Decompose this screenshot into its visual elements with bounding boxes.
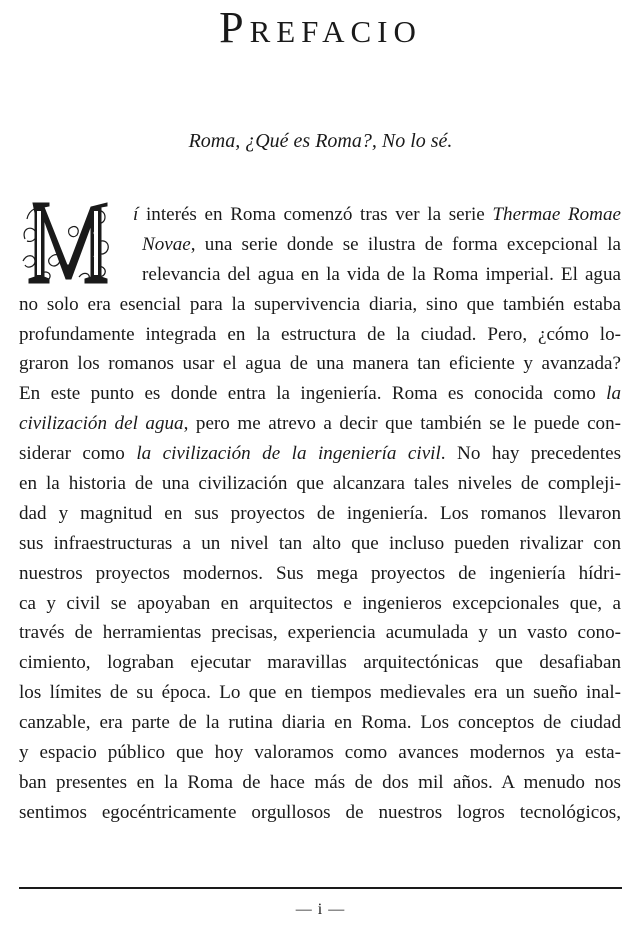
body-line-segment: profundamente integrada en la estructura de la ciudad. Pero, ¿cómo lo- (19, 323, 621, 345)
body-line (19, 200, 621, 230)
body-line-segment (133, 204, 492, 225)
body-line (19, 798, 621, 828)
body-line-segment: sus infraestructuras a un nivel tan alto que incluso pueden rivalizar con (19, 532, 621, 554)
body-line-segment: nuestros proyectos modernos. Sus mega proyectos de ingeniería hídri- (19, 562, 621, 584)
body-line-segment: la civilización de la ingeniería civil (136, 443, 441, 465)
body-line-segment: , pero me atrevo a decir que también se le puede con- (183, 413, 621, 435)
body-line-segment: siderar como (19, 443, 137, 465)
body-line (19, 648, 621, 678)
body-line-segment: canzable, era parte de la rutina diaria en Roma. Los conceptos de ciudad (19, 712, 621, 734)
body-line-segment: en la historia de una civilización que alcanzara tales niveles de compleji- (19, 473, 621, 495)
body-line (19, 290, 621, 320)
body-line-segment: los límites de su época. Lo que en tiempos medievales era un sueño inal- (19, 682, 621, 704)
body-line (19, 738, 621, 768)
body-line (19, 469, 621, 499)
body-line-segment: no solo era esencial para la supervivencia diaria, sino que también estaba (19, 293, 621, 315)
body-line (19, 409, 621, 439)
page-number: — i — (295, 901, 346, 918)
page-title: Prefacio (219, 3, 422, 52)
body-line (19, 260, 621, 290)
body-line (19, 678, 621, 708)
body-line (19, 618, 621, 648)
body-line-segment: ca y civil se apoyaban en arquitectos e ingenieros excepcionales que, a (19, 592, 621, 614)
body-line-segment: través de herramientas precisas, experiencia acumulada y un vasto cono- (19, 622, 621, 644)
epigraph: Roma, ¿Qué es Roma?, No lo sé. (188, 130, 453, 152)
body-line (19, 230, 621, 260)
body-line-segment: cimiento, lograban ejecutar maravillas arquitectónicas que desafiaban (19, 652, 621, 674)
body-line-segment: sentimos egocéntricamente orgullosos de nuestros logros tecnológicos, (19, 801, 621, 823)
body-line-segment: la (606, 383, 621, 405)
body-line-segment: Thermae Romae (492, 204, 621, 225)
body-line-segment: , una serie donde se ilustra de forma excepcional la (190, 233, 621, 255)
dropcap-continuation: í (133, 204, 139, 225)
body-line-segment: graron los romanos usar el agua de una manera tan eficiente y avanzada? (19, 353, 621, 375)
body-line-segment: . No hay precedentes (440, 443, 622, 465)
body-line-segment: relevancia del agua en la vida de la Roma imperial. El agua (142, 263, 621, 285)
body-line (19, 529, 621, 559)
body-line-segment: ban presentes en la Roma de hace más de dos mil años. A menudo nos (19, 771, 621, 793)
body-line-segment: interés en Roma comenzó tras ver la serie (138, 204, 493, 225)
body-line (19, 589, 621, 619)
body-line (19, 708, 621, 738)
footer-rule (19, 887, 622, 889)
body-line (19, 320, 621, 350)
body-line (19, 379, 621, 409)
body-line (19, 439, 621, 469)
body-line-segment: dad y magnitud en sus proyectos de ingeniería. Los romanos llevaron (19, 502, 621, 524)
body-line-segment: Novae (142, 233, 191, 255)
body-line-segment: y espacio público que hoy valoramos como avances modernos ya esta- (19, 742, 621, 764)
body-line (19, 768, 621, 798)
body-line-segment: En este punto es donde entra la ingeniería. Roma es conocida como (19, 383, 607, 405)
body-line (19, 559, 621, 589)
body-line-segment: civilización del agua (19, 413, 184, 435)
body-text (19, 200, 621, 828)
body-line (19, 349, 621, 379)
body-line (19, 499, 621, 529)
